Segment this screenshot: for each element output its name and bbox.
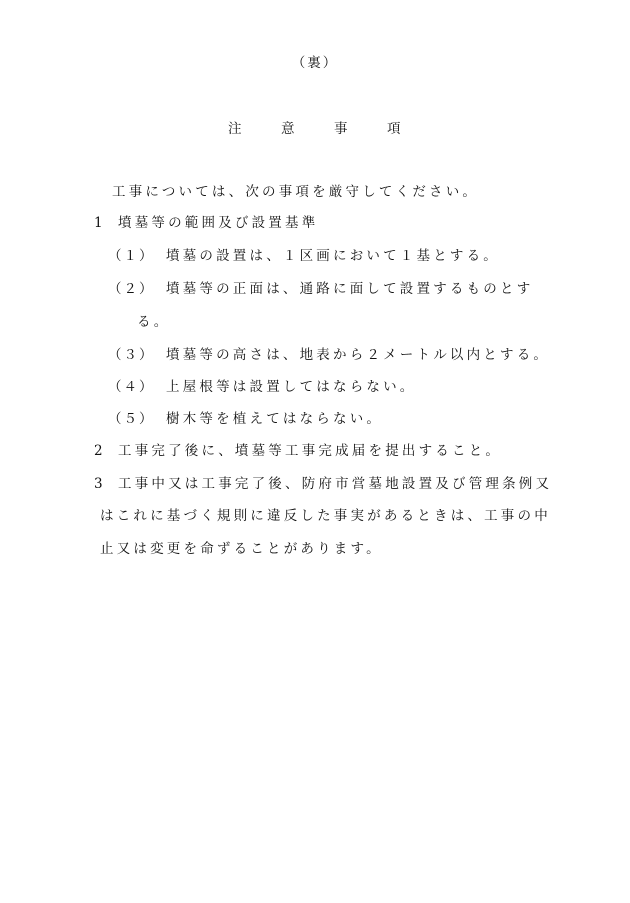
item-1 <box>94 214 318 232</box>
subitem-1 <box>108 247 500 265</box>
item-number: 1 <box>94 215 103 231</box>
title-char: 意 <box>281 121 295 137</box>
subitem-text: 樹木等を植えてはならない。 <box>166 411 384 427</box>
subitem-5 <box>108 410 383 428</box>
title-char: 注 <box>228 121 242 137</box>
item-3-continuation: 止又は変更を命ずることがあります。 <box>100 541 383 557</box>
subitem-number: （４） <box>108 379 155 395</box>
subitem-4 <box>108 378 417 396</box>
back-side-mark: （裏） <box>291 55 339 71</box>
item-2 <box>94 442 502 460</box>
item-3 <box>94 475 552 493</box>
subitem-2-continuation: る。 <box>137 314 171 330</box>
subitem-2 <box>108 280 533 298</box>
subitem-text: 上屋根等は設置してはならない。 <box>166 379 417 395</box>
item-number: 3 <box>94 476 103 492</box>
item-text: 工事完了後に、墳墓等工事完成届を提出すること。 <box>118 443 503 459</box>
subitem-3 <box>108 346 550 364</box>
page-title <box>228 120 440 138</box>
subitem-text: 墳墓等の正面は、通路に面して設置するものとす <box>166 281 534 297</box>
item-text: 工事中又は工事完了後、防府市営墓地設置及び管理条例又 <box>118 476 553 492</box>
subitem-number: （１） <box>108 248 155 264</box>
subitem-number: （２） <box>108 281 155 297</box>
item-number: 2 <box>94 443 103 459</box>
title-char: 項 <box>387 121 401 137</box>
subitem-number: （３） <box>108 347 155 363</box>
item-3-continuation: はこれに基づく規則に違反した事実があるときは、工事の中 <box>100 508 551 524</box>
title-char: 事 <box>334 121 348 137</box>
subitem-text: 墳墓の設置は、１区画において１基とする。 <box>166 248 500 264</box>
item-text: 墳墓等の範囲及び設置基準 <box>118 215 319 231</box>
intro-text: 工事については、次の事項を厳守してください。 <box>112 184 480 200</box>
subitem-text: 墳墓等の高さは、地表から２メートル以内とする。 <box>166 347 551 363</box>
subitem-number: （５） <box>108 411 155 427</box>
